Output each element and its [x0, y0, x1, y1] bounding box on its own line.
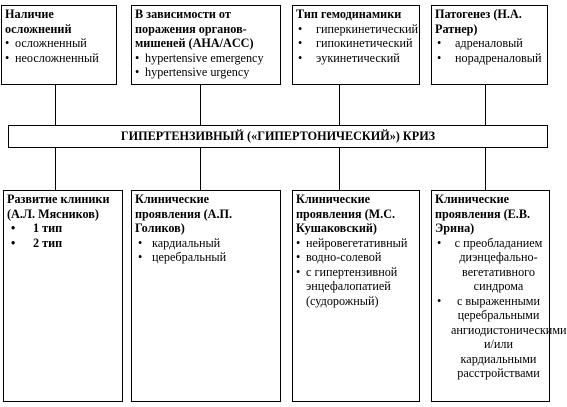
top-box-title: Патогенез (Н.А. Ратнер)	[435, 7, 522, 36]
list-item: • с преобладанием диэнцефально-вегетативного синдрома	[435, 236, 546, 294]
connector-line-top-1	[55, 84, 56, 125]
list-item: • нейровегетативный	[296, 236, 416, 251]
connector-line-top-4	[485, 84, 486, 125]
list-item: • эукинетический	[296, 51, 416, 66]
list-item: • кардиальный	[135, 236, 277, 251]
list-item: • hypertensive urgency	[135, 65, 277, 80]
connector-line-bottom-1	[55, 148, 56, 191]
list-item: • водно-солевой	[296, 250, 416, 265]
top-box-hemodynamics	[292, 5, 420, 85]
list-item: • осложненный	[5, 36, 113, 51]
bottom-box-kushakovsky	[292, 190, 420, 402]
list-item: • церебральный	[135, 250, 277, 265]
bottom-box-myasnikov	[3, 190, 123, 402]
central-node: ГИПЕРТЕНЗИВНЫЙ («ГИПЕРТОНИЧЕСКИЙ») КРИЗ	[8, 125, 548, 148]
top-box-target-organs	[131, 5, 281, 85]
list-item: • адреналовый	[435, 36, 544, 51]
connector-line-bottom-2	[200, 148, 201, 191]
bottom-box-title: Клинические проявления (А.П. Голиков)	[135, 192, 233, 235]
bottom-box-erina	[431, 190, 567, 402]
bottom-box-golikov	[131, 190, 281, 402]
top-box-title: Тип гемодинамики	[296, 7, 402, 21]
top-box-pathogenesis	[431, 5, 548, 85]
list-item: • гипокинетический	[296, 36, 416, 51]
list-item: • неосложненный	[5, 51, 113, 66]
top-box-title: Наличие осложнений	[5, 7, 72, 36]
list-item: • hypertensive emergency	[135, 51, 277, 66]
connector-line-bottom-4	[485, 148, 486, 191]
bottom-box-title: Развитие клиники (А.Л. Мясников)	[7, 192, 110, 221]
top-box-title: В зависимости от поражения органов-мишеней (AHA/ACC)	[135, 7, 254, 50]
connector-line-bottom-3	[339, 148, 340, 191]
list-item: • с выраженными церебральными ангиодистоническими и/или кардиальными расстройствами	[435, 294, 546, 381]
list-item: • норадреналовый	[435, 51, 544, 66]
list-item: • 2 тип	[7, 236, 119, 251]
top-box-complications	[1, 5, 117, 85]
list-item: • 1 тип	[7, 221, 119, 236]
bottom-box-title: Клинические проявления (М.С. Кушаковский)	[296, 192, 396, 235]
connector-line-top-2	[200, 84, 201, 125]
list-item: • с гипертензивной энцефалопатией (судорожный)	[296, 265, 416, 309]
connector-line-top-3	[339, 84, 340, 125]
bottom-box-title: Клинические проявления (Е.В. Эрина)	[435, 192, 531, 235]
list-item: • гиперкинетический	[296, 22, 416, 37]
